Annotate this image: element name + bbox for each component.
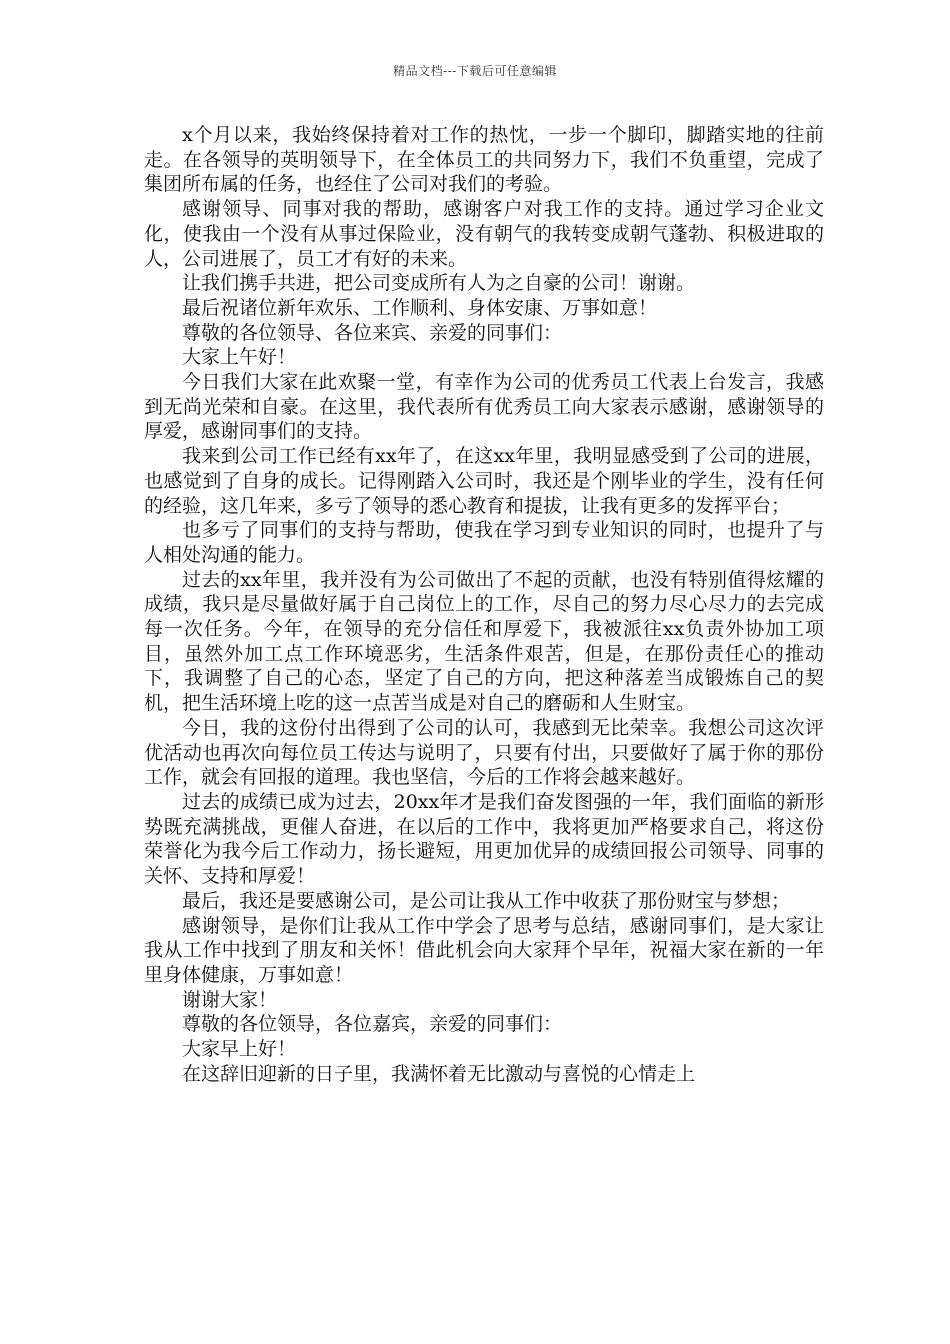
paragraph: 今日，我的这份付出得到了公司的认可，我感到无比荣幸。我想公司这次评优活动也再次向每位员工传达与说明了，只要有付出，只要做好了属于你的那份工作，就会有回报的道理。我也坚信，今后的工作将会越来越好。: [144, 716, 824, 789]
document-body: [144, 123, 824, 1086]
paragraph: 过去的xx年里，我并没有为公司做出了不起的贡献，也没有特别值得炫耀的成绩，我只是尽量做好属于自己岗位上的工作，尽自己的努力尽心尽力的去完成每一次任务。今年，在领导的充分信任和厚爱下，我被派往xx负责外协加工项目，虽然外加工点工作环境恶劣，生活条件艰苦，但是，在那份责任心的推动下，我调整了自己的心态，坚定了自己的方向，把这种落差当成锻炼自己的契机，把生活环境上吃的这一点苦当成是对自己的磨砺和人生财宝。: [144, 568, 824, 715]
page-header: 精品文档---下载后可任意编辑: [393, 64, 557, 78]
paragraph: 尊敬的各位领导，各位嘉宾，亲爱的同事们：: [182, 1013, 563, 1036]
paragraph: 最后祝诸位新年欢乐、工作顺利、身体安康、万事如意！: [182, 296, 658, 319]
paragraph: 最后，我还是要感谢公司，是公司让我从工作中收获了那份财宝与梦想；: [182, 889, 791, 912]
paragraph: 大家上午好！: [182, 346, 297, 369]
paragraph: 在这辞旧迎新的日子里，我满怀着无比激动与喜悦的心情走上: [182, 1062, 696, 1085]
paragraph: 今日我们大家在此欢聚一堂，有幸作为公司的优秀员工代表上台发言，我感到无尚光荣和自豪。在这里，我代表所有优秀员工向大家表示感谢，感谢领导的厚爱，感谢同事们的支持。: [144, 371, 824, 443]
paragraph: 感谢领导、同事对我的帮助，感谢客户对我工作的支持。通过学习企业文化，使我由一个没有从事过保险业，没有朝气的我转变成朝气蓬勃、积极进取的人，公司进展了，员工才有好的未来。: [144, 198, 824, 270]
paragraph: 大家早上好！: [182, 1038, 297, 1061]
paragraph: 过去的成绩已成为过去，20xx年才是我们奋发图强的一年，我们面临的新形势既充满挑战，更催人奋进，在以后的工作中，我将更加严格要求自己，将这份荣誉化为我今后工作动力，扬长避短，用更加优异的成绩回报公司领导、同事的关怀、支持和厚爱！: [144, 790, 824, 888]
paragraph: x个月以来，我始终保持着对工作的热忱，一步一个脚印，脚踏实地的往前走。在各领导的英明领导下，在全体员工的共同努力下，我们不负重望，完成了集团所布属的任务，也经住了公司对我们的考验。: [144, 124, 824, 196]
paragraph: 也多亏了同事们的支持与帮助，使我在学习到专业知识的同时，也提升了与人相处沟通的能力。: [144, 519, 824, 566]
paragraph: 谢谢大家！: [182, 988, 278, 1011]
paragraph: 尊敬的各位领导、各位来宾、亲爱的同事们：: [182, 321, 563, 344]
paragraph: 让我们携手共进，把公司变成所有人为之自豪的公司！谢谢。: [182, 272, 696, 295]
paragraph: 我来到公司工作已经有xx年了，在这xx年里，我明显感受到了公司的进展，也感觉到了自身的成长。记得刚踏入公司时，我还是个刚毕业的学生，没有任何的经验，这几年来，多亏了领导的悉心教育和提拔，让我有更多的发挥平台；: [144, 445, 824, 517]
paragraph: 感谢领导，是你们让我从工作中学会了思考与总结，感谢同事们，是大家让我从工作中找到了朋友和关怀！借此机会向大家拜个早年，祝福大家在新的一年里身体健康，万事如意！: [144, 914, 824, 986]
